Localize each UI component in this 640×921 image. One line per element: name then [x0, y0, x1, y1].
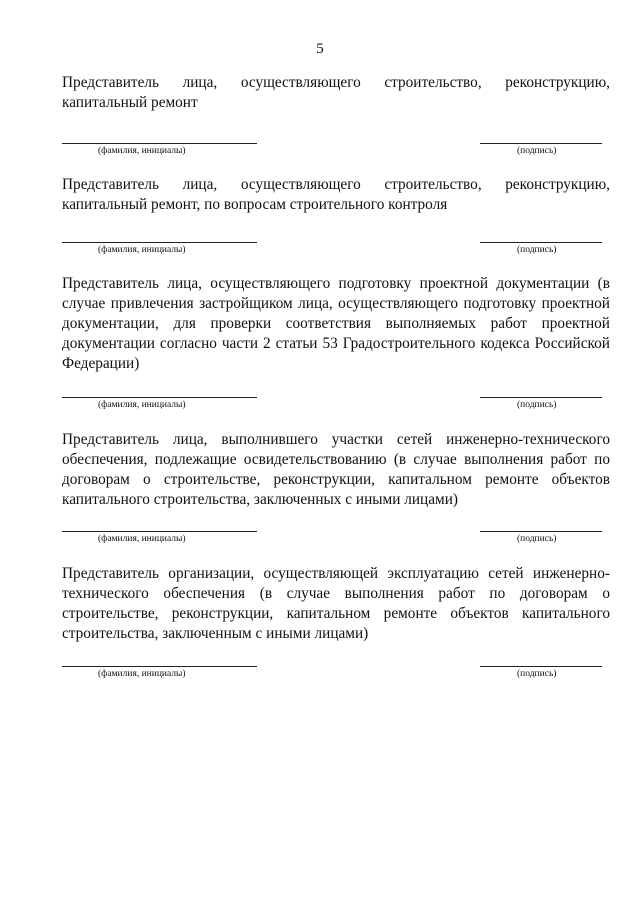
- signature-line: [480, 397, 602, 398]
- representative-block-construction-control: [62, 175, 610, 215]
- signature-row-builder: [62, 143, 602, 163]
- page-number: 5: [316, 41, 324, 57]
- name-line: [62, 531, 257, 532]
- name-caption: (фамилия, инициалы): [98, 400, 186, 410]
- block-text: Представитель лица, осуществляющего подготовку проектной документации (в случае привлечения застройщиком лица, осуществляющего подготовку проектной документации, для проверки соответствия выполняемых работ проектной документации согласно части 2 статьи 53 Градостроительного кодекса Российской Федерации): [62, 275, 610, 372]
- name-caption: (фамилия, инициалы): [98, 669, 186, 679]
- signature-row-engineering-networks: [62, 531, 602, 551]
- signature-caption: (подпись): [517, 669, 557, 679]
- signature-caption: (подпись): [517, 245, 557, 255]
- representative-block-network-operator: [62, 564, 610, 644]
- block-text: Представитель лица, выполнившего участки сетей инженерно-технического обеспечения, подлежащие освидетельствованию (в случае выполнения работ по договорам о строительстве, реконструкции, капитальном ремонте объектов капитального строительства, заключенных с иными лицами): [62, 431, 610, 508]
- signature-line: [480, 143, 602, 144]
- name-line: [62, 397, 257, 398]
- signature-row-construction-control: [62, 242, 602, 262]
- name-line: [62, 143, 257, 144]
- block-text: Представитель лица, осуществляющего строительство, реконструкцию, капитальный ремонт, по вопросам строительного контроля: [62, 176, 610, 213]
- signature-row-network-operator: [62, 666, 602, 686]
- block-text: Представитель лица, осуществляющего строительство, реконструкцию, капитальный ремонт: [62, 74, 610, 111]
- name-line: [62, 242, 257, 243]
- signature-line: [480, 531, 602, 532]
- signature-caption: (подпись): [517, 400, 557, 410]
- representative-block-project-documentation: [62, 274, 610, 374]
- name-caption: (фамилия, инициалы): [98, 534, 186, 544]
- signature-row-project-documentation: [62, 397, 602, 417]
- block-text: Представитель организации, осуществляющей эксплуатацию сетей инженерно-технического обеспечения (в случае выполнения работ по договорам о строительстве, реконструкции, капитальном ремонте объектов капитального строительства, заключенным с иными лицами): [62, 565, 610, 642]
- signature-caption: (подпись): [517, 534, 557, 544]
- representative-block-builder: [62, 73, 610, 113]
- signature-line: [480, 242, 602, 243]
- signature-line: [480, 666, 602, 667]
- representative-block-engineering-networks: [62, 430, 610, 510]
- name-caption: (фамилия, инициалы): [98, 245, 186, 255]
- name-line: [62, 666, 257, 667]
- signature-caption: (подпись): [517, 146, 557, 156]
- name-caption: (фамилия, инициалы): [98, 146, 186, 156]
